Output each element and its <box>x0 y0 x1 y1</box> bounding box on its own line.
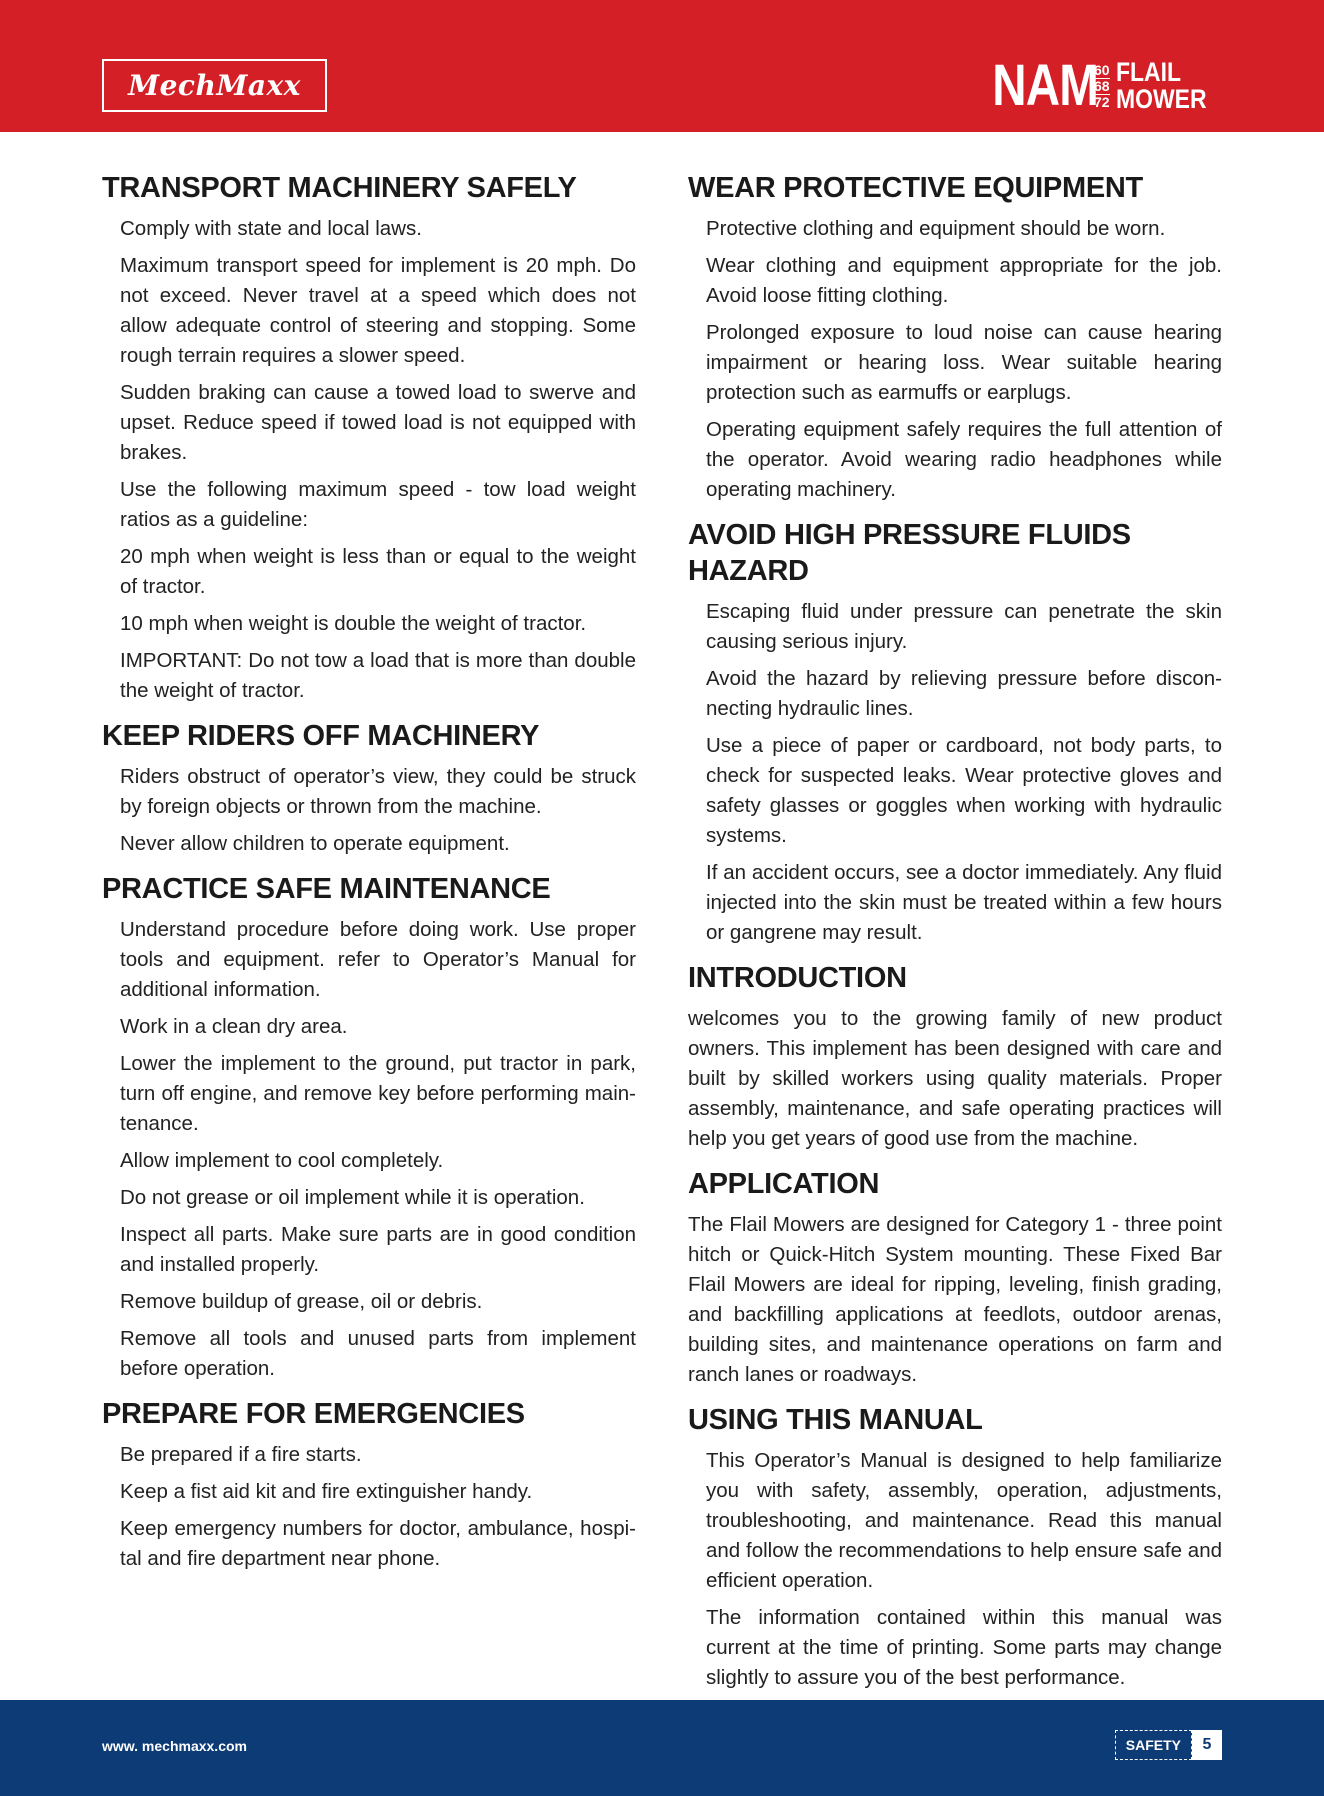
paragraph: The Flail Mowers are designed for Category 1 - three point hitch or Quick-Hitch System mounting. These Fixed Bar Flail Mowers are ideal for ripping, leveling, finish grading, and backfilling applications at feedlots, outdoor arenas, building sites, and maintenance operations on farm and ranch lanes or roadways. <box>688 1213 1222 1386</box>
paragraph: Riders obstruct of operator’s view, they could be struck by foreign objects or thrown from the machine. <box>120 765 636 818</box>
paragraph: Understand procedure before doing work. Use proper tools and equipment. refer to Operator’s Manual for additional information. <box>120 918 636 1001</box>
section-title: PRACTICE SAFE MAINTENANCE <box>102 873 551 905</box>
model-size: 72 <box>1093 93 1110 110</box>
paragraph: Remove all tools and unused parts from implement before operation. <box>120 1327 636 1380</box>
paragraph: Work in a clean dry area. <box>120 1015 348 1038</box>
paragraph: Lower the implement to the ground, put tractor in park, turn off engine, and remove key before performing main-tenance. <box>120 1052 636 1135</box>
paragraph: Protective clothing and equipment should be worn. <box>706 217 1166 240</box>
left-column <box>102 170 636 1586</box>
paragraph: Prolonged exposure to loud noise can cause hearing impairment or hearing loss. Wear suitable hearing protection such as earmuffs or earplugs. <box>706 321 1222 404</box>
model-title <box>969 53 1222 118</box>
brand-name: MechMaxx <box>128 69 301 102</box>
model-size: 68 <box>1093 77 1110 94</box>
product-name-line: MOWER <box>1115 84 1207 114</box>
section-title: KEEP RIDERS OFF MACHINERY <box>102 720 540 752</box>
paragraph: Do not grease or oil implement while it is operation. <box>120 1186 585 1209</box>
paragraph: Keep a fist aid kit and fire extinguisher handy. <box>120 1480 533 1503</box>
section-title: WEAR PROTECTIVE EQUIPMENT <box>688 172 1143 204</box>
section <box>102 871 636 1384</box>
paragraph: Escaping fluid under pressure can penetrate the skin causing serious injury. <box>706 600 1222 653</box>
section <box>688 960 1222 1154</box>
paragraph: This Operator’s Manual is designed to help familiarize you with safety, assembly, operation, adjustments, troubleshooting, and maintenance. Read this manual and follow the recommendations to help ensure safe and efficient operation. <box>706 1449 1222 1592</box>
paragraph: Use a piece of paper or cardboard, not body parts, to check for suspected leaks. Wear protective gloves and safety glasses or goggles when working with hydraulic systems. <box>706 734 1222 847</box>
right-column <box>688 170 1222 1705</box>
page-header <box>0 0 1324 132</box>
website-link[interactable]: www. mechmaxx.com <box>102 1738 247 1754</box>
paragraph: Be prepared if a fire starts. <box>120 1443 362 1466</box>
section-title: PREPARE FOR EMERGENCIES <box>102 1398 525 1430</box>
paragraph: Maximum transport speed for implement is 20 mph. Do not exceed. Never travel at a speed which does not allow adequate control of steering and stopping. Some rough terrain requires a slower speed. <box>120 254 636 367</box>
paragraph: 20 mph when weight is less than or equal to the weight of tractor. <box>120 545 636 598</box>
section <box>688 517 1222 948</box>
section-title: INTRODUCTION <box>688 962 907 994</box>
section <box>102 1396 636 1574</box>
section-title: TRANSPORT MACHINERY SAFELY <box>102 172 577 204</box>
paragraph: If an accident occurs, see a doctor immediately. Any fluid injected into the skin must be treated within a few hours or gangrene may result. <box>706 861 1222 944</box>
paragraph: Use the following maximum speed - tow load weight ratios as a guideline: <box>120 478 636 531</box>
section-title: USING THIS MANUAL <box>688 1404 983 1436</box>
section <box>102 170 636 706</box>
section-label: SAFETY <box>1115 1730 1192 1760</box>
paragraph: Sudden braking can cause a towed load to swerve and upset. Reduce speed if towed load is not equipped with brakes. <box>120 381 636 464</box>
paragraph: Keep emergency numbers for doctor, ambulance, hospi-tal and fire department near phone. <box>120 1517 636 1570</box>
model-size: 60 <box>1093 61 1110 78</box>
paragraph: IMPORTANT: Do not tow a load that is more than double the weight of tractor. <box>120 649 636 702</box>
page-footer <box>0 1700 1324 1796</box>
page-number: 5 <box>1192 1730 1222 1760</box>
section-title: APPLICATION <box>688 1168 880 1200</box>
product-name-line: FLAIL <box>1115 57 1181 87</box>
section <box>688 1402 1222 1693</box>
paragraph: Allow implement to cool completely. <box>120 1149 444 1172</box>
paragraph: The information contained within this manual was current at the time of printing. Some parts may change slightly to assure you of the best performance. <box>706 1606 1222 1689</box>
paragraph: Avoid the hazard by relieving pressure before discon-necting hydraulic lines. <box>706 667 1222 720</box>
paragraph: welcomes you to the growing family of new product owners. This implement has been designed with care and built by skilled workers using quality materials. Proper assembly, maintenance, and safe operating practices will help you get years of good use from the machine. <box>688 1007 1222 1150</box>
paragraph: Remove buildup of grease, oil or debris. <box>120 1290 483 1313</box>
paragraph: 10 mph when weight is double the weight of tractor. <box>120 612 587 635</box>
section <box>102 718 636 859</box>
section-badge <box>1115 1730 1222 1760</box>
paragraph: Wear clothing and equipment appropriate for the job. Avoid loose fitting clothing. <box>706 254 1222 307</box>
section <box>688 1166 1222 1390</box>
section-title: AVOID HIGH PRESSURE FLUIDS HAZARD <box>688 519 1131 587</box>
paragraph: Operating equipment safely requires the full attention of the operator. Avoid wearing radio headphones while operating machinery. <box>706 418 1222 501</box>
paragraph: Comply with state and local laws. <box>120 217 422 240</box>
section <box>688 170 1222 505</box>
model-code: NAM <box>992 53 1098 118</box>
paragraph: Inspect all parts. Make sure parts are in good condition and installed properly. <box>120 1223 636 1276</box>
brand-logo <box>102 59 327 112</box>
paragraph: Never allow children to operate equipment. <box>120 832 510 855</box>
product-name <box>1116 59 1207 113</box>
